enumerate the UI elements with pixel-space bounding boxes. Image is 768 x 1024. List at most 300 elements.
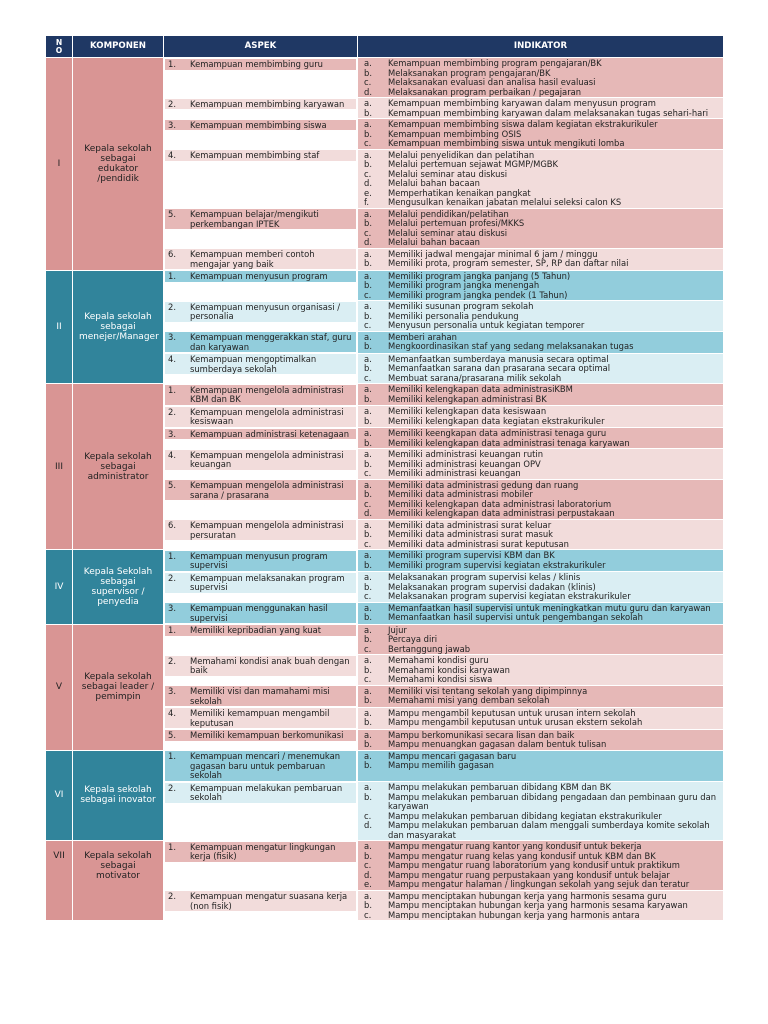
indikator-letter: c. — [364, 860, 372, 870]
indikator-cell — [358, 248, 724, 270]
indikator-cell — [358, 331, 724, 353]
indikator-cell — [358, 208, 724, 248]
indikator-item — [361, 793, 720, 812]
indikator-item — [361, 911, 720, 921]
indikator-letter: a. — [364, 98, 372, 108]
indikator-text: Mampu mencari gagasan baru — [388, 750, 517, 761]
indikator-letter: c. — [364, 372, 372, 383]
aspek-cell — [164, 602, 357, 624]
aspek-cell — [164, 655, 357, 677]
indikator-text: Memiliki prota, program semester, SP, RP dan daftar nilai — [388, 258, 629, 268]
indikator-text: Melaksanakan program perbaikan / pegajaran — [388, 86, 582, 97]
indikator-letter: b. — [364, 393, 372, 404]
indikator-text: Mampu mengatur ruang kelas yang kondusif untuk KBM dan BK — [388, 850, 656, 861]
indikator-letter: b. — [364, 437, 372, 448]
aspek-number: 2. — [168, 782, 176, 793]
indikator-letter: b. — [364, 363, 372, 373]
indikator-cell — [358, 449, 724, 480]
indikator-letter: d. — [364, 178, 372, 188]
indikator-letter: e. — [364, 879, 372, 889]
indikator-text: Mengkoordinasikan staf yang sedang melaksanakan tugas — [388, 341, 634, 351]
indikator-text: Bertanggung jawab — [388, 643, 471, 654]
indikator-letter: d. — [364, 86, 372, 97]
indikator-text: Memiliki kelengkapan data administrasi perpustakaan — [388, 508, 615, 518]
indikator-text: Mampu mengatur ruang perpustakaan yang kondusif untuk belajar — [388, 869, 670, 880]
indikator-cell — [358, 685, 724, 707]
indikator-text: Memiliki data administrasi surat masuk — [388, 529, 554, 539]
indikator-text: Memiliki administrasi keuangan OPV — [388, 458, 541, 469]
indikator-item — [361, 592, 720, 602]
indikator-letter: a. — [364, 58, 372, 68]
indikator-letter: b. — [364, 107, 372, 118]
aspek-text: Kemampuan membimbing karyawan — [190, 98, 345, 109]
section-number: VI — [46, 750, 73, 841]
aspek-cell — [164, 550, 357, 572]
indikator-letter: b. — [364, 280, 372, 290]
aspek-cell — [164, 353, 357, 375]
indikator-letter: b. — [364, 489, 372, 499]
aspek-cell — [164, 98, 357, 111]
aspek-number: 2. — [168, 98, 176, 109]
indikator-letter: e. — [364, 187, 372, 198]
section-number: VII — [46, 841, 73, 921]
indikator-letter: c. — [364, 674, 372, 684]
aspek-number: 4. — [168, 354, 176, 364]
indikator-letter: a. — [364, 782, 372, 792]
aspek-text: Kemampuan mengelola administrasi KBM dan BK — [190, 384, 344, 404]
section-komponen: Kepala Sekolah sebagai supervisor / penyedia — [73, 550, 164, 625]
section-iii — [46, 384, 724, 550]
indikator-text: Memanfaatkan sarana dan prasarana secara optimal — [388, 363, 611, 373]
indikator-letter: b. — [364, 695, 372, 705]
indikator-letter: b. — [364, 159, 372, 169]
indikator-cell — [358, 655, 724, 686]
document-page — [45, 35, 723, 921]
indikator-text: Melaksanakan evaluasi dan analisa hasil evaluasi — [388, 77, 596, 87]
indikator-item — [361, 509, 720, 519]
indikator-letter: c. — [364, 591, 372, 601]
indikator-text: Memiliki program supervisi KBM dan BK — [388, 550, 555, 560]
indikator-letter: a. — [364, 550, 372, 560]
indikator-item — [361, 259, 720, 269]
section-komponen: Kepala sekolah sebagai leader / pemimpin — [73, 624, 164, 750]
indikator-text: Memiliki kelengkapan administrasi BK — [388, 393, 547, 404]
indikator-text: Melaksanakan program pengajaran/BK — [388, 67, 551, 78]
indicator-table — [45, 35, 724, 921]
indikator-text: Melalui seminar atau diskusi — [388, 227, 508, 238]
indikator-cell — [358, 384, 724, 406]
section-number: III — [46, 384, 73, 550]
indikator-text: Melalui penyelidikan dan pelatihan — [388, 149, 535, 160]
indikator-text: Melaksanakan program supervisi kegiatan ekstrakurikuler — [388, 591, 631, 601]
indikator-letter: a. — [364, 119, 372, 129]
indikator-letter: c. — [364, 289, 372, 300]
indikator-letter: b. — [364, 791, 372, 802]
indikator-letter: b. — [364, 458, 372, 469]
indikator-letter: c. — [364, 168, 372, 179]
indikator-letter: b. — [364, 581, 372, 592]
aspek-cell — [164, 58, 357, 71]
aspek-cell — [164, 301, 357, 323]
indikator-item — [361, 395, 720, 405]
aspek-cell — [164, 841, 357, 863]
aspek-number: 3. — [168, 686, 176, 696]
table-header-row — [46, 36, 724, 58]
aspek-number: 2. — [168, 572, 176, 583]
indikator-item — [361, 696, 720, 706]
aspek-text: Kemampuan membimbing staf — [190, 150, 320, 160]
table-row — [46, 550, 724, 572]
indikator-cell — [358, 519, 724, 550]
aspek-text: Kemampuan mengelola administrasi keuangan — [190, 449, 344, 469]
indikator-letter: b. — [364, 529, 372, 539]
aspek-number: 2. — [168, 406, 176, 417]
indikator-letter: a. — [364, 707, 372, 718]
indikator-letter: a. — [364, 353, 372, 364]
indikator-text: Jujur — [388, 624, 407, 635]
indikator-text: Memiliki personalia pendukung — [388, 310, 519, 321]
header-komponen: KOMPONEN — [73, 36, 164, 58]
indikator-letter: a. — [364, 750, 372, 761]
indikator-cell — [358, 624, 724, 655]
indikator-text: Melaksanakan program supervisi kelas / klinis — [388, 572, 581, 582]
aspek-number: 1. — [168, 384, 176, 395]
aspek-number: 5. — [168, 730, 176, 740]
indikator-text: Mampu mengambil keputusan untuk urusan ekstern sekolah — [388, 717, 643, 727]
section-iv — [46, 550, 724, 625]
indikator-item — [361, 718, 720, 728]
indikator-cell — [358, 750, 724, 782]
indikator-cell — [358, 782, 724, 841]
indikator-cell — [358, 707, 724, 729]
indikator-item — [361, 321, 720, 331]
aspek-cell — [164, 685, 357, 707]
indikator-letter: b. — [364, 739, 372, 749]
indikator-text: Menyusun personalia untuk kegiatan temporer — [388, 320, 585, 330]
indikator-text: Memiliki administrasi keuangan — [388, 468, 521, 478]
indikator-item — [361, 740, 720, 750]
indikator-letter: b. — [364, 634, 372, 644]
indikator-letter: d. — [364, 869, 372, 880]
indikator-item — [361, 291, 720, 301]
aspek-cell — [164, 449, 357, 471]
indikator-text: Memiliki kelengkapan data administrasi laboratorium — [388, 498, 612, 509]
indikator-letter: b. — [364, 415, 372, 426]
aspek-cell — [164, 119, 357, 132]
indikator-text: Mampu menuangkan gagasan dalam bentuk tulisan — [388, 739, 607, 749]
indikator-letter: a. — [364, 890, 372, 901]
indikator-item — [361, 675, 720, 685]
indikator-text: Melalui pertemuan profesi/MKKS — [388, 218, 525, 228]
indikator-cell — [358, 149, 724, 208]
indikator-text: Memiliki data administrasi surat keputusan — [388, 538, 569, 549]
indikator-text: Memiliki susunan program sekolah — [388, 301, 534, 311]
section-vi — [46, 750, 724, 841]
indikator-letter: a. — [364, 729, 372, 740]
header-no — [46, 36, 73, 58]
table-row — [46, 624, 724, 655]
indikator-cell — [358, 353, 724, 384]
aspek-number: 3. — [168, 332, 176, 342]
indikator-text: Melalui pendidikan/pelatihan — [388, 208, 509, 219]
indikator-text: Kemampuan membimbing karyawan dalam melaksanakan tugas sehari-hari — [388, 107, 709, 118]
indikator-item — [361, 109, 720, 119]
aspek-number: 1. — [168, 550, 176, 561]
indikator-text: Memiliki data administrasi gedung dan ruang — [388, 479, 579, 490]
indikator-text: Mampu menciptakan hubungan kerja yang harmonis sesama guru — [388, 890, 667, 901]
indikator-letter: b. — [364, 850, 372, 861]
aspek-number: 2. — [168, 655, 176, 666]
indikator-item — [361, 139, 720, 149]
section-vii — [46, 841, 724, 921]
indikator-letter: b. — [364, 67, 372, 78]
indikator-item — [361, 613, 720, 623]
aspek-number: 1. — [168, 841, 176, 852]
aspek-cell — [164, 208, 357, 230]
section-ii — [46, 270, 724, 384]
aspek-cell — [164, 890, 357, 912]
indikator-letter: a. — [364, 449, 372, 459]
indikator-letter: c. — [364, 538, 372, 549]
indikator-item — [361, 469, 720, 479]
aspek-cell — [164, 707, 357, 729]
aspek-cell — [164, 729, 357, 742]
aspek-text: Kemampuan membimbing siswa — [190, 119, 327, 130]
aspek-text: Kemampuan mengatur suasana kerja (non fisik) — [190, 891, 348, 911]
indikator-letter: d. — [364, 508, 372, 518]
indikator-item — [361, 417, 720, 427]
aspek-number: 1. — [168, 625, 176, 635]
aspek-text: Memiliki kemampuan mengambil keputusan — [190, 708, 330, 728]
aspek-number: 1. — [168, 751, 176, 761]
indikator-cell — [358, 98, 724, 119]
indikator-text: Memiliki data administrasi mobiler — [388, 489, 533, 499]
indikator-letter: a. — [364, 841, 372, 851]
aspek-number: 1. — [168, 59, 176, 69]
table-row — [46, 270, 724, 301]
aspek-text: Kemampuan mengelola administrasi kesiswaan — [190, 406, 344, 426]
aspek-cell — [164, 270, 357, 283]
indikator-text: Memperhatikan kenaikan pangkat — [388, 187, 531, 198]
indikator-item — [361, 88, 720, 98]
table-row — [46, 58, 724, 98]
indikator-text: Mampu melakukan pembaruan dibidang kegiatan ekstrakurikuler — [388, 810, 662, 821]
aspek-text: Kemampuan menggerakkan staf, guru dan karyawan — [190, 332, 352, 352]
indikator-cell — [358, 479, 724, 519]
aspek-text: Kemampuan mengoptimalkan sumberdaya sekolah — [190, 354, 317, 374]
aspek-text: Kemampuan mengelola administrasi sarana / prasarana — [190, 480, 344, 500]
indikator-letter: a. — [364, 519, 372, 530]
indikator-letter: c. — [364, 468, 372, 478]
indikator-letter: a. — [364, 428, 372, 438]
indikator-text: Kemampuan membimbing siswa untuk mengikuti lomba — [388, 138, 625, 148]
indikator-letter: c. — [364, 909, 372, 920]
aspek-number: 2. — [168, 301, 176, 312]
indikator-text: Mampu mengatur ruang kantor yang kondusif untuk bekerja — [388, 841, 642, 851]
section-v — [46, 624, 724, 750]
section-number: V — [46, 624, 73, 750]
indikator-text: Memiliki program jangka pendek (1 Tahun) — [388, 289, 568, 300]
indikator-text: Memiliki program jangka menengah — [388, 280, 540, 290]
aspek-text: Kemampuan menyusun organisasi / personalia — [190, 301, 341, 321]
indikator-letter: c. — [364, 77, 372, 87]
indikator-letter: b. — [364, 900, 372, 910]
aspek-cell — [164, 519, 357, 541]
indikator-letter: c. — [364, 227, 372, 238]
indikator-cell — [358, 428, 724, 449]
indikator-text: Memiliki kelengkapan data administrasiKBM — [388, 384, 573, 394]
indikator-text: Memahami kondisi siswa — [388, 674, 493, 684]
indikator-letter: a. — [364, 685, 372, 696]
indikator-text: Memanfaatkan sumberdaya manusia secara optimal — [388, 353, 609, 364]
indikator-text: Melalui pertemuan sejawat MGMP/MGBK — [388, 159, 559, 169]
aspek-number: 6. — [168, 249, 176, 259]
indikator-text: Memiliki jadwal mengajar minimal 6 jam / minggu — [388, 248, 598, 259]
section-komponen: Kepala sekolah sebagai edukator /pendidik — [73, 58, 164, 271]
aspek-cell — [164, 750, 357, 782]
indikator-text: Memiliki program supervisi kegiatan ekstrakurikuler — [388, 559, 606, 570]
indikator-cell — [358, 602, 724, 624]
section-number: IV — [46, 550, 73, 625]
aspek-text: Memahami kondisi anak buah dengan baik — [190, 655, 350, 675]
indikator-letter: a. — [364, 301, 372, 311]
section-komponen: Kepala sekolah sebagai administrator — [73, 384, 164, 550]
aspek-cell — [164, 331, 357, 353]
indikator-text: Memiliki administrasi keuangan rutin — [388, 449, 544, 459]
aspek-text: Kemampuan mengatur lingkungan kerja (fisik) — [190, 841, 336, 861]
aspek-cell — [164, 248, 357, 270]
table-row — [46, 750, 724, 782]
indikator-letter: a. — [364, 572, 372, 582]
indikator-text: Melalui seminar atau diskusi — [388, 168, 508, 179]
indikator-text: Memiliki keengkapan data administrasi tenaga guru — [388, 428, 607, 438]
indikator-cell — [358, 729, 724, 750]
indikator-text: Memanfaatkan hasil supervisi untuk meningkatkan mutu guru dan karyawan — [388, 602, 711, 613]
indikator-item — [361, 198, 720, 208]
section-number: II — [46, 270, 73, 384]
section-number: I — [46, 58, 73, 271]
indikator-item — [361, 561, 720, 571]
indikator-letter: a. — [364, 149, 372, 160]
indikator-letter: b. — [364, 612, 372, 622]
indikator-letter: d. — [364, 237, 372, 247]
indikator-text: Memiliki program jangka panjang (5 Tahun) — [388, 270, 571, 281]
indikator-text: Memanfaatkan hasil supervisi untuk pengembangan sekolah — [388, 612, 643, 622]
aspek-text: Kemampuan administrasi ketenagaan — [190, 428, 350, 439]
aspek-text: Kemampuan menggunakan hasil supervisi — [190, 603, 328, 623]
aspek-cell — [164, 428, 357, 441]
indikator-text: Kemampuan membimbing karyawan dalam menyusun program — [388, 98, 656, 108]
indikator-letter: a. — [364, 624, 372, 635]
aspek-text: Kemampuan melakukan pembaruan sekolah — [190, 782, 343, 802]
indikator-text: Memiliki kelengkapan data kegiatan ekstrakurikuler — [388, 415, 605, 426]
indikator-item — [361, 374, 720, 384]
header-no-label: N O — [55, 37, 63, 55]
indikator-letter: b. — [364, 559, 372, 570]
indikator-cell — [358, 119, 724, 150]
indikator-letter: b. — [364, 258, 372, 268]
table-row — [46, 841, 724, 891]
aspek-text: Kemampuan menyusun program — [190, 271, 328, 281]
indikator-item — [361, 238, 720, 248]
indikator-text: Memahami misi yang demban sekolah — [388, 695, 550, 705]
indikator-text: Mampu berkomunikasi secara lisan dan baik — [388, 729, 575, 740]
indikator-letter: c. — [364, 810, 372, 821]
aspek-number: 3. — [168, 119, 176, 130]
section-i — [46, 58, 724, 271]
indikator-letter: c. — [364, 320, 372, 330]
indikator-cell — [358, 550, 724, 572]
indikator-letter: d. — [364, 820, 372, 830]
indikator-letter: a. — [364, 384, 372, 394]
indikator-letter: b. — [364, 664, 372, 675]
aspek-number: 3. — [168, 428, 176, 439]
indikator-letter: c. — [364, 138, 372, 148]
aspek-cell — [164, 479, 357, 501]
aspek-number: 1. — [168, 271, 176, 281]
indikator-text: Memiliki data administrasi surat keluar — [388, 519, 552, 530]
aspek-text: Kemampuan mengelola administrasi persuratan — [190, 520, 344, 540]
indikator-letter: b. — [364, 717, 372, 727]
indikator-text: Mampu mengatur ruang laboratorium yang kondusif untuk praktikum — [388, 860, 680, 870]
indikator-text: Melalui bahan bacaan — [388, 237, 480, 247]
section-komponen: Kepala sekolah sebagai menejer/Manager — [73, 270, 164, 384]
indikator-text: Memiliki visi tentang sekolah yang dipimpinnya — [388, 685, 588, 696]
indikator-text: Memahami kondisi karyawan — [388, 664, 510, 675]
indikator-text: Memiliki kelengkapan data kesiswaan — [388, 406, 547, 416]
indikator-text: Kemampuan membimbing program pengajaran/BK — [388, 58, 602, 68]
aspek-text: Memiliki kepribadian yang kuat — [190, 625, 322, 635]
indikator-text: Mampu menciptakan hubungan kerja yang harmonis antara — [388, 909, 640, 920]
indikator-letter: a. — [364, 602, 372, 613]
aspek-text: Kemampuan mencari / menemukan gagasan baru untuk pembaruan sekolah — [190, 751, 341, 780]
aspek-text: Kemampuan menyusun program supervisi — [190, 550, 328, 570]
aspek-number: 2. — [168, 891, 176, 901]
indikator-text: Mampu melakukan pembaruan dibidang KBM dan BK — [388, 782, 612, 792]
indikator-item — [361, 880, 720, 890]
aspek-text: Kemampuan membimbing guru — [190, 59, 323, 69]
aspek-number: 4. — [168, 449, 176, 460]
indikator-cell — [358, 58, 724, 98]
indikator-item — [361, 540, 720, 550]
indikator-text: Kemampuan membimbing siswa dalam kegiatan ekstrakurikuler — [388, 119, 658, 129]
indikator-item — [361, 821, 720, 840]
aspek-number: 4. — [168, 708, 176, 718]
aspek-cell — [164, 149, 357, 162]
aspek-number: 5. — [168, 480, 176, 490]
indikator-text: Memberi arahan — [388, 331, 457, 342]
aspek-text: Memiliki kemampuan berkomunikasi — [190, 730, 344, 740]
indikator-text: Percaya diri — [388, 634, 438, 644]
header-indikator: INDIKATOR — [358, 36, 724, 58]
indikator-letter: b. — [364, 760, 372, 770]
indikator-letter: b. — [364, 218, 372, 228]
indikator-cell — [358, 406, 724, 428]
section-komponen: Kepala sekolah sebagai motivator — [73, 841, 164, 921]
indikator-text: Memiliki kelengkapan data administrasi tenaga karyawan — [388, 437, 630, 448]
indikator-letter: a. — [364, 208, 372, 219]
aspek-text: Kemampuan memberi contoh mengajar yang baik — [190, 249, 315, 269]
indikator-text: Mengusulkan kenaikan jabatan melalui seleksi calon KS — [388, 197, 622, 207]
indikator-text: Mampu memilih gagasan — [388, 760, 494, 770]
indikator-text: Melalui bahan bacaan — [388, 178, 480, 188]
indikator-letter: a. — [364, 248, 372, 259]
aspek-cell — [164, 624, 357, 637]
indikator-text: Membuat sarana/prasarana milik sekolah — [388, 372, 562, 383]
indikator-cell — [358, 301, 724, 332]
aspek-text: Kemampuan belajar/mengikuti perkembangan IPTEK — [190, 209, 319, 229]
aspek-text: Kemampuan melaksanakan program supervisi — [190, 572, 345, 592]
